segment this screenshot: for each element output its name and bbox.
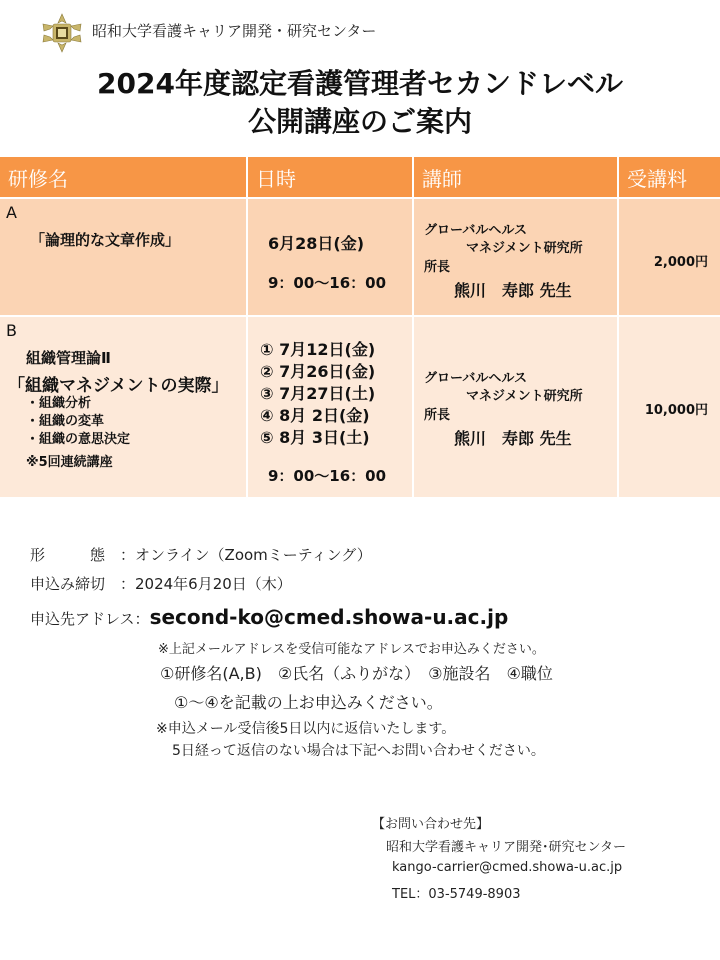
lecturer-affiliation: グローバルヘルス xyxy=(424,371,527,386)
lecturer-position: 所長 xyxy=(424,260,451,275)
contact-email[interactable]: kango-carrier@cmed.showa-u.ac.jp xyxy=(392,860,623,875)
lecturer-affiliation-2: マネジメント研究所 xyxy=(466,241,583,256)
header-datetime: 日時 xyxy=(247,157,413,198)
lecturer-position: 所長 xyxy=(424,408,451,423)
table-row-b xyxy=(0,316,720,498)
page-subtitle: 公開講座のご案内 xyxy=(247,105,472,138)
contact-label: 【お問い合わせ先】 xyxy=(372,817,490,832)
address-row xyxy=(30,605,508,629)
address-label: 申込先アドレス： xyxy=(30,610,150,628)
course-topic: ・組織の意思決定 xyxy=(26,432,131,447)
course-table xyxy=(0,157,720,499)
required-items-instruction: ①～④を記載の上お申込みください。 xyxy=(174,693,443,712)
course-cell-a xyxy=(0,198,247,316)
showa-university-emblem-icon xyxy=(40,13,84,53)
lecturer-cell-b xyxy=(413,316,618,498)
table-row-a xyxy=(0,198,720,316)
session-date: ⑤ 8月 3日(土) xyxy=(260,428,370,447)
lecturer-cell-a xyxy=(413,198,618,316)
course-cell-b xyxy=(0,316,247,498)
datetime-cell-a xyxy=(247,198,413,316)
course-time: 9：00～16：00 xyxy=(268,467,387,485)
header-course-name: 研修名 xyxy=(0,157,247,198)
header-fee: 受講料 xyxy=(618,157,720,198)
datetime-cell-b xyxy=(247,316,413,498)
course-name: 「論理的な文章作成」 xyxy=(30,231,181,249)
session-date: ② 7月26日(金) xyxy=(260,362,376,381)
lecturer-affiliation-2: マネジメント研究所 xyxy=(466,389,583,404)
reply-note-2: 5日経って返信のない場合は下記へお問い合わせください。 xyxy=(172,743,545,759)
table-header-row xyxy=(0,157,720,198)
course-time: 9：00～16：00 xyxy=(268,274,387,292)
session-date: ③ 7月27日(土) xyxy=(260,384,376,403)
session-date: ④ 8月 2日(金) xyxy=(260,406,370,425)
deadline-info: 申込み締切 ：2024年6月20日（木） xyxy=(30,575,292,593)
lecturer-name: 熊川 寿郎 先生 xyxy=(454,281,572,300)
contact-tel: TEL：03-5749-8903 xyxy=(392,887,521,902)
course-fee: 10,000円 xyxy=(644,403,708,418)
fee-cell-a xyxy=(618,198,720,316)
required-items: ①研修名(A,B) ②氏名（ふりがな） ③施設名 ④職位 xyxy=(160,664,553,683)
course-name: 組織管理論Ⅱ xyxy=(26,349,111,367)
course-code: B xyxy=(6,321,17,340)
course-date: 6月28日(金) xyxy=(268,234,365,253)
header-lecturer: 講師 xyxy=(413,157,618,198)
course-fee: 2,000円 xyxy=(653,255,708,270)
lecturer-affiliation: グローバルヘルス xyxy=(424,223,527,238)
application-email[interactable]: second-ko@cmed.showa-u.ac.jp xyxy=(149,605,509,629)
organization-name: 昭和大学看護キャリア開発・研究センター xyxy=(92,22,377,40)
course-topic: ・組織分析 xyxy=(26,396,92,411)
contact-org: 昭和大学看護キャリア開発･研究センター xyxy=(386,840,626,855)
fee-cell-b xyxy=(618,316,720,498)
course-name-sub: 「組織マネジメントの実際」 xyxy=(8,376,229,396)
page-title: 2024年度認定看護管理者セカンドレベル xyxy=(97,67,623,100)
course-code: A xyxy=(6,203,17,222)
course-note: ※5回連続講座 xyxy=(26,455,113,470)
email-note: ※上記メールアドレスを受信可能なアドレスでお申込みください。 xyxy=(158,642,545,657)
course-topic: ・組織の変革 xyxy=(26,414,105,429)
format-info: 形 態 ：オンライン（Zoomミーティング） xyxy=(30,546,372,564)
lecturer-name: 熊川 寿郎 先生 xyxy=(454,429,572,448)
session-date: ① 7月12日(金) xyxy=(260,340,376,359)
reply-note: ※申込メール受信後5日以内に返信いたします。 xyxy=(156,721,456,737)
